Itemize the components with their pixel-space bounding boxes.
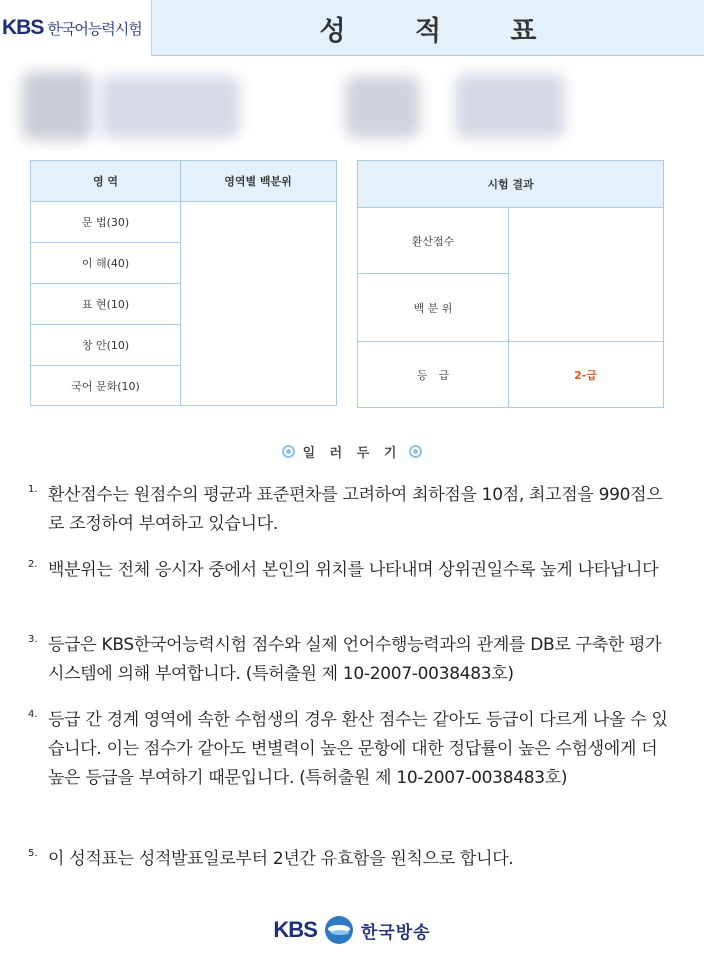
exam-result-table	[357, 160, 664, 408]
percentile-value	[508, 274, 663, 342]
converted-score-label: 환산점수	[358, 208, 508, 274]
col-header-area: 영 역	[31, 161, 180, 202]
circle-bullet-icon	[409, 445, 422, 458]
area-row-creativity: 창 안(10)	[31, 325, 180, 366]
area-row-grammar: 문 법(30)	[31, 202, 180, 243]
note-number: 2.	[28, 559, 38, 570]
note-number: 3.	[28, 634, 38, 645]
note-number: 5.	[28, 848, 38, 859]
circle-bullet-icon	[282, 445, 295, 458]
note-item: 환산점수는 원점수의 평균과 표준편차를 고려하여 최하점을 10점, 최고점을 990점으로 조정하여 부여하고 있습니다.	[48, 485, 663, 534]
notes-title-text: 일 러 두 기	[302, 445, 402, 461]
section-percentile-table	[30, 160, 337, 406]
percentile-label: 백 분 위	[358, 274, 508, 342]
area-row-expression: 표 현(10)	[31, 284, 180, 325]
grade-label: 등 급	[416, 368, 450, 382]
note-item: 이 성적표는 성적발표일로부터 2년간 유효함을 원칙으로 합니다.	[48, 849, 514, 869]
notes-title	[0, 440, 704, 462]
note-item: 백분위는 전체 응시자 중에서 본인의 위치를 나타내며 상위권일수록 높게 나타납니다	[48, 560, 659, 580]
grade-value: 2-급	[574, 368, 597, 382]
footer-kbs-text: KBS	[273, 917, 317, 942]
footer-kbs-logo	[0, 912, 704, 948]
area-row-comprehension: 이 해(40)	[31, 243, 180, 284]
brand-kbs-text: KBS	[2, 16, 44, 39]
page-title: 성 적 표	[319, 15, 567, 47]
col-header-percentile: 영역별 백분위	[180, 161, 336, 202]
brand-exam-name: 한국어능력시험	[47, 19, 142, 38]
note-item: 등급 간 경계 영역에 속한 수험생의 경우 환산 점수는 같아도 등급이 다르게 나올 수 있습니다. 이는 점수가 같아도 변별력이 높은 문항에 대한 정답률이 높은 수험생에게 더 높은 등급을 부여하기 때문입니다. (특허출원 제 10-2007-0038483호)	[48, 710, 668, 788]
footer-broadcaster-name: 한국방송	[360, 922, 431, 943]
kbs-emblem-icon	[325, 916, 353, 944]
result-header: 시험 결과	[358, 161, 663, 208]
note-item: 등급은 KBS한국어능력시험 점수와 실제 언어수행능력과의 관계를 DB로 구축한 평가시스템에 의해 부여합니다. (특허출원 제 10-2007-0038483호)	[48, 635, 662, 684]
area-row-korean-culture: 국어 문화(10)	[71, 379, 140, 393]
converted-score-value	[508, 208, 663, 274]
note-number: 1.	[28, 484, 38, 495]
kbs-brand-logo	[0, 0, 152, 56]
note-number: 4.	[28, 709, 38, 720]
header-bar	[0, 0, 704, 56]
